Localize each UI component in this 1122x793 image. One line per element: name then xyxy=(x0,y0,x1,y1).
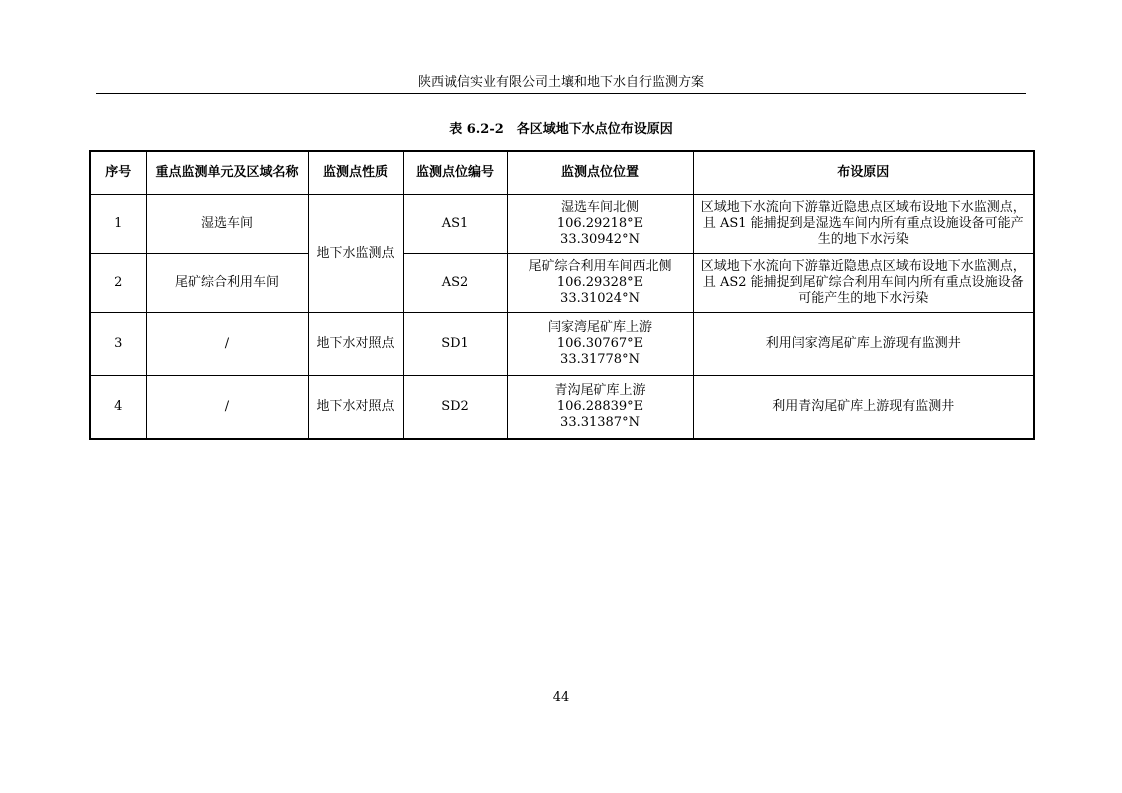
cell-no: 3 xyxy=(90,313,146,376)
cell-nature: 地下水对照点 xyxy=(308,313,403,376)
location-name: 尾矿综合利用车间西北侧 xyxy=(528,259,672,274)
column-header-unit: 重点监测单元及区域名称 xyxy=(146,151,308,195)
cell-reason: 区域地下水流向下游靠近隐患点区域布设地下水监测点，且 AS2 能捕捉到尾矿综合利用车间内所有重点设施设备可能产生的地下水污染 xyxy=(693,254,1034,313)
cell-nature: 地下水监测点 xyxy=(308,195,403,313)
cell-no: 4 xyxy=(90,376,146,440)
location-longitude: 106.28839°E xyxy=(556,399,644,414)
cell-unit: / xyxy=(146,376,308,440)
location-latitude: 33.31778°N xyxy=(560,352,640,367)
location-latitude: 33.31387°N xyxy=(560,415,640,430)
table-header-row xyxy=(90,151,1034,195)
location-longitude: 106.30767°E xyxy=(556,336,644,351)
cell-location xyxy=(507,195,693,254)
cell-no: 2 xyxy=(90,254,146,313)
cell-code: AS2 xyxy=(403,254,507,313)
table-row xyxy=(90,254,1034,313)
cell-code: AS1 xyxy=(403,195,507,254)
location-name: 青沟尾矿库上游 xyxy=(554,383,646,398)
running-header: 陕西诚信实业有限公司土壤和地下水自行监测方案 xyxy=(417,75,704,90)
table-row xyxy=(90,313,1034,376)
column-header-no: 序号 xyxy=(90,151,146,195)
cell-unit: 湿选车间 xyxy=(146,195,308,254)
cell-code: SD1 xyxy=(403,313,507,376)
column-header-code: 监测点位编号 xyxy=(403,151,507,195)
monitoring-points-table xyxy=(89,150,1035,440)
cell-reason: 区域地下水流向下游靠近隐患点区域布设地下水监测点，且 AS1 能捕捉到是湿选车间内所有重点设施设备可能产生的地下水污染 xyxy=(693,195,1034,254)
table-title: 表 6.2-2 各区域地下水点位布设原因 xyxy=(449,122,673,137)
location-name: 闫家湾尾矿库上游 xyxy=(547,320,652,335)
cell-location xyxy=(507,254,693,313)
page-number: 44 xyxy=(552,690,570,705)
cell-location xyxy=(507,376,693,440)
cell-reason: 利用青沟尾矿库上游现有监测井 xyxy=(693,376,1034,440)
cell-unit: / xyxy=(146,313,308,376)
cell-reason: 利用闫家湾尾矿库上游现有监测井 xyxy=(693,313,1034,376)
header-rule xyxy=(96,93,1026,94)
location-latitude: 33.30942°N xyxy=(560,232,640,247)
table-row xyxy=(90,195,1034,254)
location-longitude: 106.29328°E xyxy=(556,275,644,290)
location-latitude: 33.31024°N xyxy=(560,291,640,306)
column-header-location: 监测点位位置 xyxy=(507,151,693,195)
column-header-reason: 布设原因 xyxy=(693,151,1034,195)
cell-code: SD2 xyxy=(403,376,507,440)
cell-location xyxy=(507,313,693,376)
column-header-nature: 监测点性质 xyxy=(308,151,403,195)
cell-unit: 尾矿综合利用车间 xyxy=(146,254,308,313)
location-name: 湿选车间北侧 xyxy=(560,200,639,215)
location-longitude: 106.29218°E xyxy=(556,216,644,231)
table-row xyxy=(90,376,1034,440)
cell-no: 1 xyxy=(90,195,146,254)
cell-nature: 地下水对照点 xyxy=(308,376,403,440)
